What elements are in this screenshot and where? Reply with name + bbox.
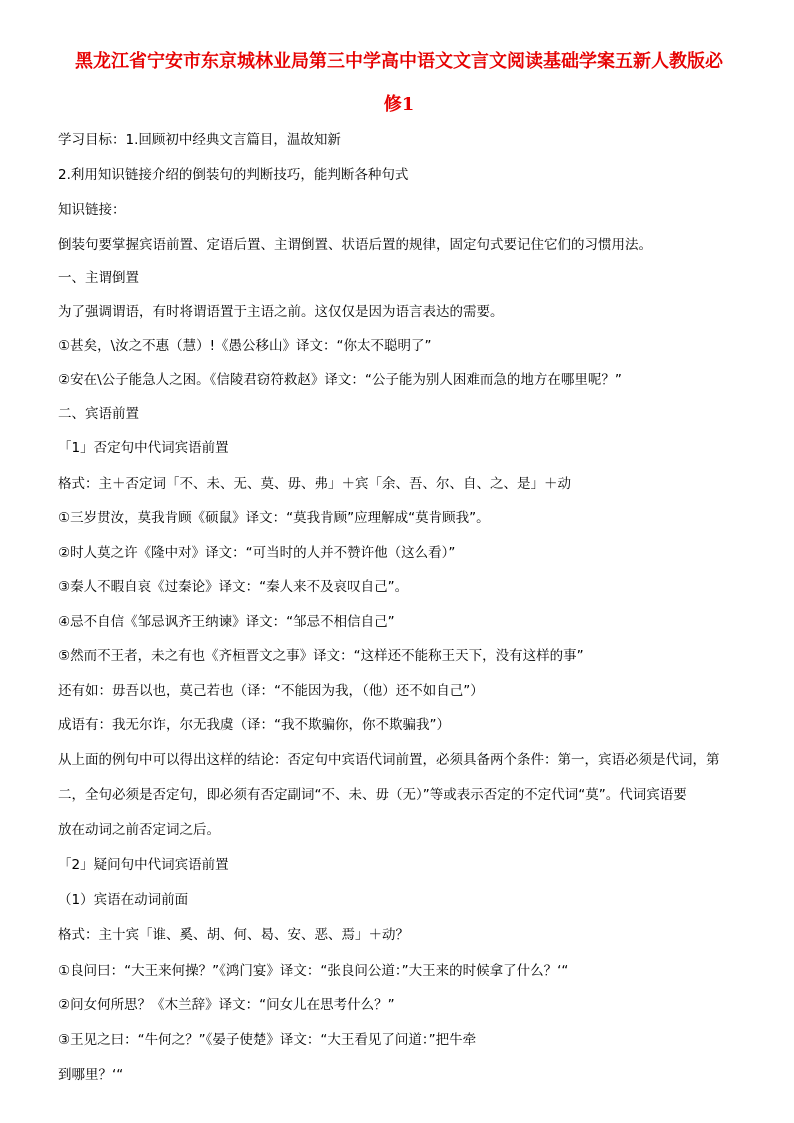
example-line: 还有如：毋吾以也，莫己若也（译：“不能因为我，（他）还不如自己”） xyxy=(58,683,484,699)
paragraph: 二，全句必须是否定句，即必须有否定副词“不、未、毋（无）”等或表示否定的不定代词“莫”。代词宾语要 xyxy=(58,787,687,803)
subsection-heading: 「2」疑问句中代词宾语前置 xyxy=(58,857,229,873)
section-heading: 二、宾语前置 xyxy=(58,406,139,422)
paragraph: 从上面的例句中可以得出这样的结论：否定句中宾语代词前置，必须具备两个条件：第一，宾语必须是代词，第 xyxy=(58,752,720,768)
example-line: ⑤然而不王者，未之有也《齐桓晋文之事》译文：“这样还不能称王天下，没有这样的事” xyxy=(58,648,584,664)
example-line: ①良问曰：“大王来何操？”《鸿门宴》译文：“张良问公道：”大王来的时候拿了什么？‘“ xyxy=(58,963,569,979)
format-line: 格式：主＋否定词「不、未、无、莫、毋、弗」＋宾「余、吾、尔、自、之、是」＋动 xyxy=(58,476,571,492)
example-line: ①甚矣，\汝之不惠（慧）!《愚公移山》译文：“你太不聪明了” xyxy=(58,338,432,354)
example-line: ③王见之曰：“牛何之？”《晏子使楚》译文：“大王看见了问道：”把牛牵 xyxy=(58,1032,477,1048)
example-line: 成语有：我无尔诈，尔无我虞（译：“我不欺骗你，你不欺骗我”） xyxy=(58,717,450,733)
format-line: 格式：主十宾「谁、奚、胡、何、曷、安、恶、焉」＋动？ xyxy=(58,927,409,943)
paragraph: 放在动词之前否定词之后。 xyxy=(58,822,220,838)
example-line: ②时人莫之许《隆中对》译文：“可当时的人并不赞许他（这么看）” xyxy=(58,545,456,561)
example-line: ④忌不自信《邹忌讽齐王纳谏》译文：“邹忌不相信自己” xyxy=(58,614,395,630)
example-line: ①三岁贯汝，莫我肯顾《硕鼠》译文：“莫我肯顾”应理解成“莫肯顾我”。 xyxy=(58,510,490,526)
example-line: ②问女何所思？《木兰辞》译文：“问女儿在思考什么？” xyxy=(58,997,395,1013)
example-line: ③秦人不暇自哀《过秦论》译文：“秦人来不及哀叹自己”。 xyxy=(58,579,409,595)
subsection-heading: （1）宾语在动词前面 xyxy=(58,892,189,908)
learning-goal-1: 学习目标：1.回顾初中经典文言篇目，温故知新 xyxy=(58,132,341,148)
knowledge-link-heading: 知识链接： xyxy=(58,202,126,218)
example-line: 到哪里？‘“ xyxy=(58,1067,124,1083)
paragraph: 为了强调谓语，有时将谓语置于主语之前。这仅仅是因为语言表达的需要。 xyxy=(58,304,504,320)
example-line: ②安在\公子能急人之困。《信陵君窃符救赵》译文：“公子能为别人困难而急的地方在哪里呢？” xyxy=(58,372,622,388)
document-title-line-2: 修1 xyxy=(383,94,415,115)
section-heading: 一、主谓倒置 xyxy=(58,270,139,286)
paragraph: 倒装句要掌握宾语前置、定语后置、主谓倒置、状语后置的规律，固定句式要记住它们的习惯用法。 xyxy=(58,237,652,253)
document-title-line-1: 黑龙江省宁安市东京城林业局第三中学高中语文文言文阅读基础学案五新人教版必 xyxy=(75,51,723,72)
learning-goal-2: 2.利用知识链接介绍的倒装句的判断技巧，能判断各种句式 xyxy=(58,167,409,183)
subsection-heading: 「1」否定句中代词宾语前置 xyxy=(58,440,229,456)
